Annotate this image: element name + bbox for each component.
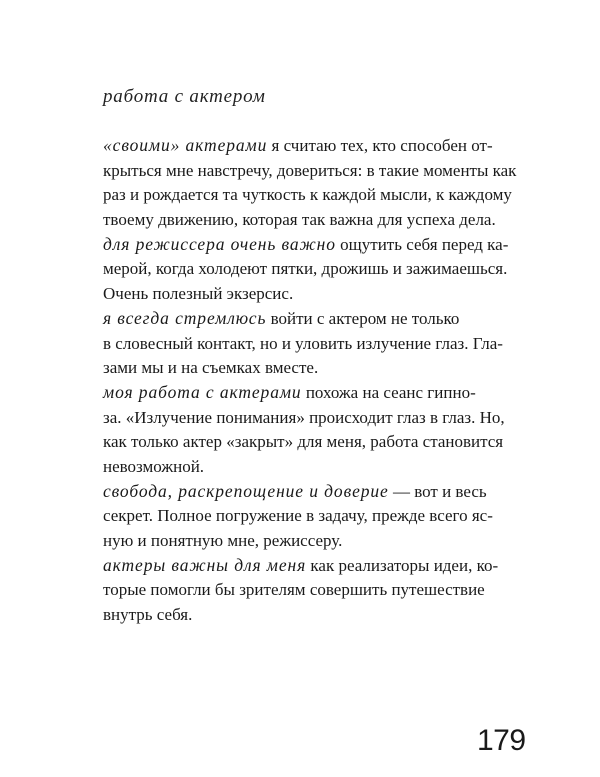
emphasis-phrase: я всегда стремлюсь — [103, 307, 267, 328]
text-line — [103, 306, 523, 331]
line-text: войти с актером не только — [266, 308, 460, 328]
line-text: крыться мне навстречу, довериться: в такие моменты как — [103, 160, 517, 180]
line-text: зами мы и на съемках вместе. — [103, 358, 319, 378]
emphasis-phrase: свобода, раскрепощение и доверие — [103, 480, 389, 501]
text-line — [103, 133, 523, 158]
text-line — [103, 380, 523, 405]
line-text: ощутить себя перед ка- — [335, 234, 509, 254]
page-number: 179 — [477, 724, 526, 757]
text-line — [103, 256, 523, 281]
text-line — [103, 182, 523, 207]
text-line — [103, 331, 523, 356]
text-line — [103, 429, 523, 454]
text-line — [103, 158, 523, 183]
text-line — [103, 207, 523, 232]
line-text: торые помогли бы зрителям совершить путешествие — [103, 580, 485, 600]
line-text: невозможной. — [103, 456, 205, 476]
line-text: раз и рождается та чуткость к каждой мысли, к каждому — [103, 185, 512, 205]
text-line — [103, 355, 523, 380]
line-text: за. «Излучение понимания» происходит глаз в глаз. Но, — [103, 407, 505, 427]
line-text: в словесный контакт, но и уловить излучение глаз. Гла- — [103, 333, 503, 353]
text-line — [103, 553, 523, 578]
chapter-title: работа с актером — [103, 86, 266, 107]
text-line — [103, 232, 523, 257]
line-text: я считаю тех, кто способен от- — [267, 136, 493, 155]
line-text: твоему движению, которая так важна для успеха дела. — [103, 210, 496, 230]
emphasis-phrase: актеры важны для меня — [103, 554, 307, 575]
line-text: — вот и весь — [388, 481, 487, 501]
line-text: мерой, когда холодеют пятки, дрожишь и зажимаешься. — [103, 259, 508, 279]
line-text: Очень полезный экзерсис. — [103, 284, 294, 304]
line-text: ную и понятную мне, режиссеру. — [103, 531, 343, 550]
text-line — [103, 577, 523, 602]
line-text: как реализаторы идеи, ко- — [306, 555, 499, 575]
text-line — [103, 281, 523, 306]
page-body — [103, 133, 523, 627]
text-line — [103, 528, 523, 553]
line-text: как только актер «закрыт» для меня, работа становится — [103, 432, 504, 452]
line-text: похожа на сеанс гипно- — [301, 382, 476, 402]
text-line — [103, 602, 523, 627]
text-line — [103, 454, 523, 479]
emphasis-phrase: «своими» актерами — [103, 135, 268, 155]
emphasis-phrase: моя работа с актерами — [103, 381, 302, 402]
emphasis-phrase: для режиссера очень важно — [103, 233, 336, 254]
text-line — [103, 503, 523, 528]
text-line — [103, 405, 523, 430]
line-text: внутрь себя. — [103, 605, 193, 625]
line-text: секрет. Полное погружение в задачу, прежде всего яс- — [103, 506, 493, 526]
text-line — [103, 479, 523, 504]
